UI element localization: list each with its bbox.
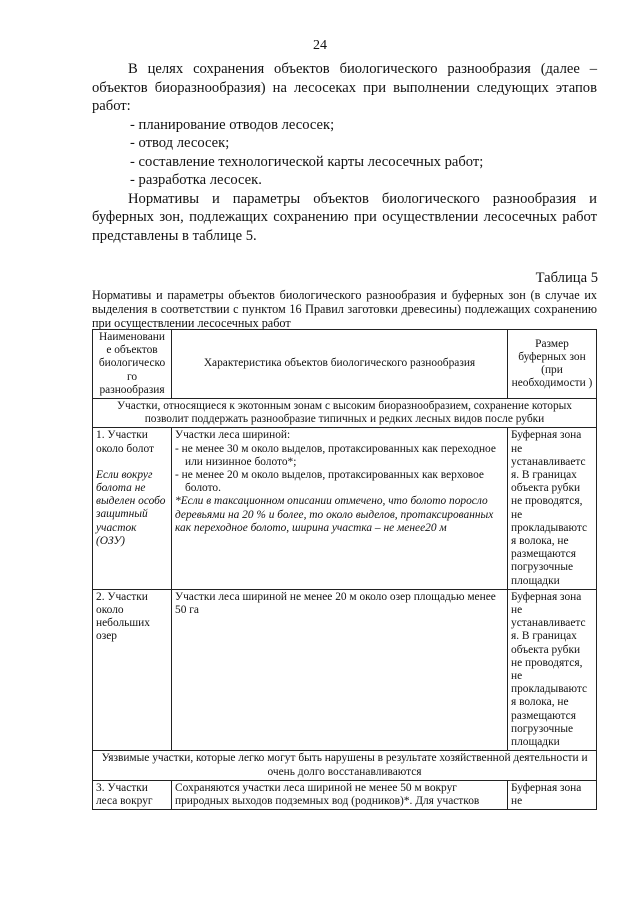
table-label: Таблица 5 [535,270,598,286]
row-description-lead: Участки леса шириной: [175,429,291,442]
standards-paragraph: Нормативы и параметры объектов биологического разнообразия и буферных зон, подлежащих сохранению при осуществлении лесосечных работ представлены в таблице 5. [92,190,597,244]
stage-item: - составление технологической карты лесосечных работ; [130,153,597,172]
stage-item: - планирование отводов лесосек; [130,116,597,135]
row-name-note: Если вокруг болота не выделен особо защитный участок (ОЗУ) [96,468,166,547]
header-buffer-size: Размер буферных зон (при необходимости ) [508,330,597,399]
table-row [93,589,597,750]
row-description-cell [172,428,508,589]
row-description: Сохраняются участки леса шириной не менее 50 м вокруг природных выходов подземных вод (родников)*. Для участков [172,780,508,809]
table-row [93,780,597,809]
row-name: 2. Участки около небольших озер [93,589,172,750]
header-object-name: Наименовани е объектов биологическо го разнообразия [93,330,172,399]
row-buffer: Буферная зона не устанавливаетс я. В границах объекта рубки не проводятся, не прокладываютс я волока, не размещаются погрузочные площадки [508,589,597,750]
table-caption: Нормативы и параметры объектов биологического разнообразия и буферных зон (в случае их выделения в соответствии с пунктом 16 Правил заготовки древесины) подлежащих сохранению при осуществлении лесосечных работ [92,288,597,330]
row-description-item: - не менее 30 м около выделов, протаксированных как переходное или низинное болото*; [175,442,496,468]
row-name: 3. Участки леса вокруг [93,780,172,809]
row-description-item: - не менее 20 м около выделов, протаксированных как верховое болото. [175,469,484,495]
stage-item: - отвод лесосек; [130,134,597,153]
row-name-cell [93,428,172,589]
row-buffer: Буферная зона не устанавливаетс я. В границах объекта рубки не проводятся, не прокладываютс я волока, не размещаются погрузочные площадки [508,428,597,589]
intro-text [92,60,597,245]
header-characteristics: Характеристика объектов биологического разнообразия [172,330,508,399]
row-buffer: Буферная зона не [508,780,597,809]
row-description-note: *Если в таксационном описании отмечено, что болото поросло деревьями на 20 % и более, то около выделов, протаксированных как переходное болото, ширина участка – не менее20 м [175,495,494,534]
section-row [93,399,597,428]
stage-item: - разработка лесосек. [130,171,597,190]
standards-table [92,329,597,810]
row-description: Участки леса шириной не менее 20 м около озер площадью менее 50 га [172,589,508,750]
table-header-row [93,330,597,399]
intro-paragraph: В целях сохранения объектов биологического разнообразия (далее – объектов биоразнообразия) на лесосеках при выполнении следующих этапов работ: [92,61,597,114]
row-name: 1. Участки около болот [96,429,154,455]
section-ecotone: Участки, относящиеся к экотонным зонам с высоким биоразнообразием, сохранение которых позволит поддержать разнообразие типичных и редких лесных видов после рубки [93,399,597,428]
section-vulnerable: Уязвимые участки, которые легко могут быть нарушены в результате хозяйственной деятельности и очень долго восстанавливаются [93,751,597,780]
stages-list [92,116,597,190]
page-number: 24 [313,38,327,53]
table-row [93,428,597,589]
section-row [93,751,597,780]
